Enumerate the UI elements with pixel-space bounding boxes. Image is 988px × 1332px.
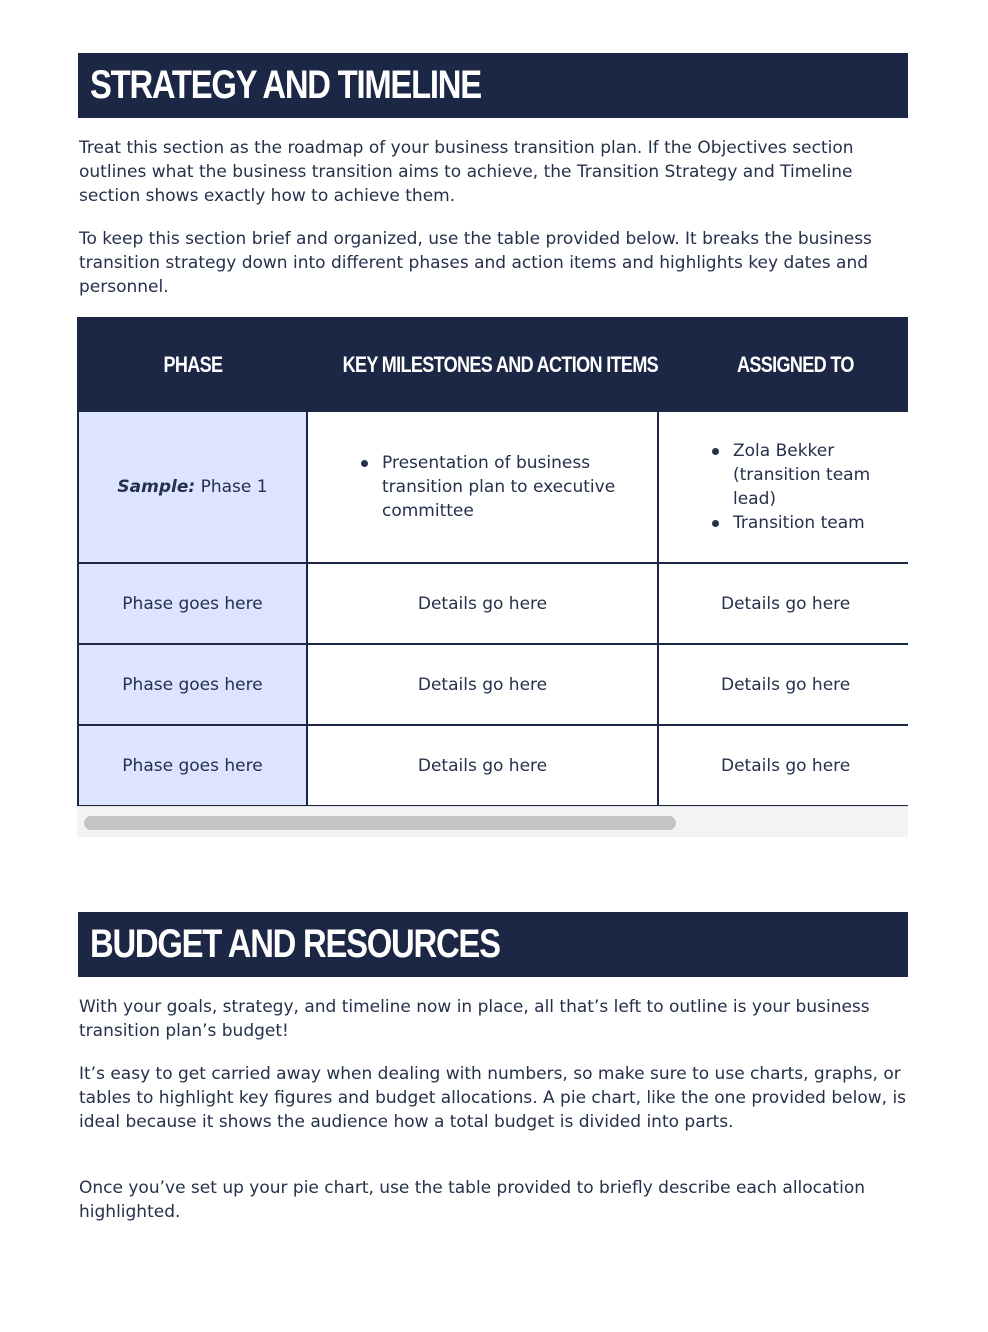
budget-charts-paragraph: It’s easy to get carried away when dealing with numbers, so make sure to use charts, graphs, or tables to highlight key figures and budget allocations. A pie chart, like the one provided below, is ideal because it shows the audience how a total budget is divided into parts. <box>79 1064 907 1132</box>
milestones-cell: Details go here <box>307 725 658 806</box>
list-item: Transition team <box>709 511 884 535</box>
sample-label: Sample: <box>117 477 196 497</box>
assigned-cell: Details go here <box>658 563 908 644</box>
list-item: Zola Bekker (transition team lead) <box>709 439 884 511</box>
strategy-table-paragraph: To keep this section brief and organized, use the table provided below. It breaks the business transition strategy down into different phases and action items and highlights key dates and personnel. <box>79 229 872 297</box>
assigned-list <box>709 439 884 535</box>
transition-table-container <box>77 317 908 837</box>
budget-table-paragraph: Once you’ve set up your pie chart, use the table provided to briefly describe each allocation highlighted. <box>79 1178 866 1222</box>
horizontal-scrollbar[interactable] <box>77 806 908 837</box>
list-item: Presentation of business transition plan to executive committee <box>358 451 618 523</box>
column-header-assigned: ASSIGNED TO <box>658 318 908 411</box>
strategy-title: STRATEGY AND TIMELINE <box>90 63 481 107</box>
milestones-cell: Details go here <box>307 644 658 725</box>
budget-title: BUDGET AND RESOURCES <box>90 922 500 966</box>
transition-plan-table <box>77 317 908 807</box>
sample-phase-cell <box>78 411 307 563</box>
column-header-phase: PHASE <box>78 318 307 411</box>
milestones-cell: Details go here <box>307 563 658 644</box>
table-row <box>78 725 908 806</box>
sample-phase-name: Phase 1 <box>200 477 268 497</box>
strategy-intro-paragraph: Treat this section as the roadmap of your business transition plan. If the Objectives section outlines what the business transition aims to achieve, the Transition Strategy and Timeline section shows exactly how to achieve them. <box>79 138 854 206</box>
column-header-milestones: KEY MILESTONES AND ACTION ITEMS <box>307 318 658 411</box>
table-row <box>78 411 908 563</box>
strategy-section-header <box>78 53 908 118</box>
scrollbar-thumb[interactable] <box>84 816 676 830</box>
table-row <box>78 644 908 725</box>
phase-cell: Phase goes here <box>78 644 307 725</box>
budget-intro-paragraph: With your goals, strategy, and timeline now in place, all that’s left to outline is your business transition plan’s budget! <box>79 997 870 1041</box>
milestones-list <box>358 451 618 523</box>
assigned-cell: Details go here <box>658 644 908 725</box>
sample-milestones-cell <box>307 411 658 563</box>
phase-cell: Phase goes here <box>78 563 307 644</box>
budget-section-header <box>78 912 908 977</box>
phase-cell: Phase goes here <box>78 725 307 806</box>
table-row <box>78 563 908 644</box>
sample-assigned-cell <box>658 411 908 563</box>
table-header-row <box>78 318 908 411</box>
assigned-cell: Details go here <box>658 725 908 806</box>
